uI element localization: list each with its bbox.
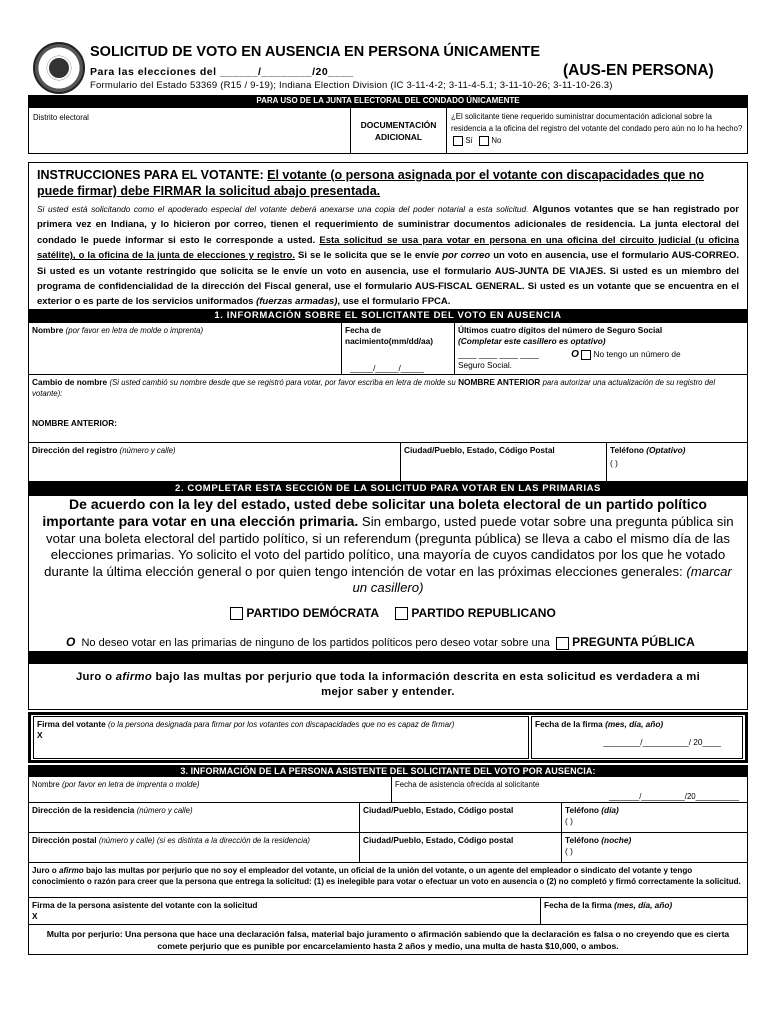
name-change-label: Cambio de nombre xyxy=(32,377,108,387)
dob-label-2: nacimiento(mm/dd/aa) xyxy=(345,336,434,346)
reg-address-label: Dirección del registro xyxy=(32,445,118,455)
assistant-signature-field[interactable] xyxy=(28,897,541,925)
no-ssn-label-1: No tengo un número de xyxy=(593,349,681,359)
public-question-label: PREGUNTA PÚBLICA xyxy=(572,635,695,649)
assistant-night-phone-hint: (noche) xyxy=(601,835,632,845)
assistant-sig-date-field[interactable] xyxy=(540,897,748,925)
assistant-night-phone-label: Teléfono xyxy=(565,835,599,845)
state-seal-logo xyxy=(33,42,85,94)
section1-bar: 1. INFORMACIÓN SOBRE EL SOLICITANTE DEL VOTO EN AUSENCIA xyxy=(28,310,748,322)
form-code: (AUS-EN PERSONA) xyxy=(563,62,714,79)
assistant-day-phone-hint: (día) xyxy=(601,805,619,815)
section2-bar: 2. COMPLETAR ESTA SECCIÓN DE LA SOLICITUD PARA VOTAR EN LAS PRIMARIAS xyxy=(28,482,748,495)
doc-question xyxy=(451,111,743,147)
democrat-label: PARTIDO DEMÓCRATA xyxy=(246,606,379,620)
dob-label-1: Fecha de xyxy=(345,325,381,335)
voter-signature-field[interactable] xyxy=(33,716,529,759)
assistant-oath-b: bajo las multas por perjurio que no soy el empleador del votante, un oficial de la unión del votante, o un agente del empleador o sindicato del votante y tengo conocimiento o razón para creer que la persona que entrega la solicitud: (1) es inelegible para votar o efectuar un voto en ausencia o (2) no completó y firmó correctamente la solicitud. xyxy=(32,866,741,886)
prev-name-label: NOMBRE ANTERIOR: xyxy=(32,418,117,428)
instructions-heading-prefix: INSTRUCCIONES PARA EL VOTANTE: xyxy=(37,168,264,182)
assistant-res-hint: (número y calle) xyxy=(136,806,193,815)
assistant-res-city-label: Ciudad/Pueblo, Estado, Código postal xyxy=(363,805,514,815)
doc-no-checkbox[interactable] xyxy=(479,136,489,146)
assistant-oath-italic: afirmo xyxy=(58,866,84,875)
instructions-box xyxy=(28,162,748,310)
form-number: Formulario del Estado 53369 (R15 / 9-19); Indiana Election Division (IC 3-11-4-2; 3-11-4-5.1; 3-11-10-26; 3-11-10-26.3) xyxy=(90,80,613,91)
oath-box xyxy=(28,663,748,710)
name-hint: (por favor en letra de molde o imprenta) xyxy=(65,326,204,335)
signature-date-label: Fecha de la firma xyxy=(535,719,603,729)
name-change-prev-bold: NOMBRE ANTERIOR xyxy=(458,377,541,387)
perjury-penalty: Multa por perjurio: Una persona que hace una declaración falsa, material bajo juramento o afirmación sabiendo que la declaración es falsa o no creyendo que es cierta comete perjurio que es punible por encarcelamiento hasta 2 años y medio, una multa de hasta $10,000, o ambos. xyxy=(28,924,748,955)
ssn-or: O xyxy=(571,349,579,360)
assistant-day-phone-label: Teléfono xyxy=(565,805,599,815)
democrat-option[interactable] xyxy=(230,606,379,620)
other-forms-note: un voto en ausencia, use el formulario AUS-CORREO. Si usted es un votante restringido que solicita se le envíe un voto en ausencia, use el formulario AUS-JUNTA DE VIAJES. Si usted es un miembro del programa de confidencialidad de la dirección del Fiscal general, use el formulario AUS-FISCAL GENERAL. Si usted es un votante que se encuentra en el exterior o es parte de los servicios uniformados xyxy=(37,250,740,308)
assist-date-label: Fecha de asistencia ofrecida al solicitante xyxy=(395,780,540,789)
applicant-name-field[interactable] xyxy=(28,322,342,375)
public-question-checkbox[interactable] xyxy=(556,637,569,650)
office-use-bar: PARA USO DE LA JUNTA ELECTORAL DEL CONDADO ÚNICAMENTE xyxy=(28,95,748,107)
assistant-day-phone-blank: ( ) xyxy=(565,816,573,826)
assistant-name-field[interactable] xyxy=(28,776,392,803)
primary-instructions xyxy=(36,496,740,596)
signature-hint: (o la persona designada para firmar por los votantes con discapacidades que no es capaz de firmar) xyxy=(108,720,455,729)
assist-date-blank: _______/__________/20__________ xyxy=(608,792,739,801)
dob-field[interactable] xyxy=(341,322,455,375)
mail-note-italic: por correo xyxy=(442,250,491,262)
reg-phone-field[interactable] xyxy=(606,442,748,482)
no-ssn-label-2: Seguro Social. xyxy=(458,360,512,370)
instructions-heading xyxy=(37,167,739,199)
primary-request-text: Sin embargo, usted puede votar sobre una pregunta pública sin votar una boleta electoral del partido político, si un referendum (pregunta pública) se lleva a cabo el mismo día de las elecciones primarias. Yo solicito el voto del partido político, una mayoría de cuyos candidatos por los que he votado durante la última elección general o por quien tengo intención de votar en las próximas elecciones generales: xyxy=(44,514,734,579)
no-ssn-checkbox[interactable] xyxy=(581,350,591,360)
republican-label: PARTIDO REPUBLICANO xyxy=(411,606,556,620)
assistant-postal-hint: (número y calle) (si es distinta a la dirección de la residencia) xyxy=(98,836,310,845)
signature-label: Firma del votante xyxy=(37,719,106,729)
oath-text-italic: afirmo xyxy=(115,671,153,683)
reg-phone-blank: ( ) xyxy=(610,458,618,468)
assistant-res-label: Dirección de la residencia xyxy=(32,805,135,815)
assistant-sig-date-label: Fecha de la firma xyxy=(544,900,612,910)
public-question-or: O xyxy=(66,635,76,649)
assistant-residence-field[interactable] xyxy=(28,802,360,833)
election-date-line[interactable]: Para las elecciones del ______/________/20____ xyxy=(90,66,354,78)
name-label: Nombre xyxy=(32,325,64,335)
mail-note-a: Si se le solicita que se le envíe xyxy=(298,250,440,262)
dob-blank: _____/_____/_____ xyxy=(350,363,424,373)
doc-label xyxy=(350,107,447,154)
assistant-postal-city-field[interactable] xyxy=(359,832,562,863)
name-change-hint-2: para autorizar una actualización de su registro del votante): xyxy=(32,378,716,398)
armed-forces-note: (fuerzas armadas) xyxy=(256,296,338,308)
ssn-field[interactable] xyxy=(454,322,748,375)
district-label: Distrito electoral xyxy=(33,113,89,122)
doc-label-line-1: DOCUMENTACIÓN xyxy=(360,120,437,130)
doc-yes-label: Sí xyxy=(465,136,473,145)
assistant-night-phone-field[interactable] xyxy=(561,832,748,863)
assistant-sig-x: X xyxy=(32,911,38,921)
assistant-name-hint: (por favor en letra de imprenta o molde) xyxy=(62,780,200,789)
in-person-use-note: Esta solicitud se usa para votar en persona en una oficina del circuito judicial (u oficina satélite), o la oficina de la junta de elecciones y registro. xyxy=(37,234,740,262)
signature-x: X xyxy=(37,730,43,740)
oath-text-b: bajo las multas por perjurio que toda la información descrita en esta solicitud es verdadera a mi mejor saber y entender. xyxy=(155,671,701,698)
assistant-night-phone-blank: ( ) xyxy=(565,846,573,856)
name-change-field[interactable] xyxy=(28,374,748,443)
democrat-checkbox[interactable] xyxy=(230,607,243,620)
mark-one-hint: (marcar un casillero) xyxy=(352,563,732,596)
assistant-sig-label: Firma de la persona asistente del votante con la solicitud xyxy=(32,900,258,910)
reg-phone-hint: (Optativo) xyxy=(646,445,686,455)
instructions-heading-underlined: El votante (o persona asignada por el votante con discapacidades que no puede firmar) debe FIRMAR la solicitud abajo presentada. xyxy=(37,168,705,198)
assistant-sig-date-hint: (mes, día, año) xyxy=(614,900,673,910)
assistant-postal-field[interactable] xyxy=(28,832,360,863)
instructions-paragraph xyxy=(37,202,739,310)
assistant-oath xyxy=(28,862,748,898)
assistant-res-city-field[interactable] xyxy=(359,802,562,833)
fpca-note: , use el formulario FPCA. xyxy=(337,296,451,308)
first-time-voter-note: Algunos votantes que se han registrado por primera vez en Indiana, y lo hicieron por correo, tienen el requerimiento de suministrar documentos adicionales de residencia. La junta electoral del condado le puede informar si esto le corresponde a usted. xyxy=(37,204,739,246)
assistant-name-label: Nombre xyxy=(32,780,60,789)
reg-phone-label: Teléfono xyxy=(610,445,644,455)
ssn-blank: ____ ____ ____ ____ xyxy=(458,349,539,359)
doc-no-label: No xyxy=(491,136,502,145)
public-question-option[interactable] xyxy=(66,635,695,650)
name-change-hint: (Si usted cambió su nombre desde que se registró para votar, por favor escriba en letra de molde su xyxy=(109,378,456,387)
primary-law-text: De acuerdo con la ley del estado, usted debe solicitar una boleta electoral de un partido político importante para votar en una elección primaria. xyxy=(42,496,707,530)
republican-checkbox[interactable] xyxy=(395,607,408,620)
republican-option[interactable] xyxy=(395,606,556,620)
doc-yes-checkbox[interactable] xyxy=(453,136,463,146)
signature-date-hint: (mes, día, año) xyxy=(605,719,664,729)
reg-city-label: Ciudad/Pueblo, Estado, Código Postal xyxy=(404,445,555,455)
registration-address-field[interactable] xyxy=(28,442,401,482)
ssn-label: Últimos cuatro dígitos del número de Seguro Social xyxy=(458,325,663,335)
poa-note: Si usted está solicitando como el apoderado especial del votante deberá anexarse una copia del poder notarial a esta solicitud. xyxy=(37,204,529,214)
signature-date-blank: ________/__________/ 20____ xyxy=(603,737,721,747)
assistant-oath-a: Juro o xyxy=(32,866,57,875)
ssn-hint: (Completar este casillero es optativo) xyxy=(458,336,606,346)
oath-text-a: Juro o xyxy=(75,671,113,683)
assistant-postal-city-label: Ciudad/Pueblo, Estado, Código postal xyxy=(363,835,514,845)
assistant-postal-label: Dirección postal xyxy=(32,835,97,845)
assistant-day-phone-field[interactable] xyxy=(561,802,748,833)
reg-address-hint: (número y calle) xyxy=(119,446,176,455)
section3-bar: 3. INFORMACIÓN DE LA PERSONA ASISTENTE DEL SOLICITANTE DEL VOTO POR AUSENCIA: xyxy=(28,765,748,777)
assist-date-field[interactable] xyxy=(391,776,748,803)
doc-question-text: ¿El solicitante tiene requerido suministrar documentación adicional sobre la residencia a la oficina del registro del votante del condado pero aún no lo ha hecho? xyxy=(451,112,743,133)
public-question-text: No deseo votar en las primarias de ninguno de los partidos políticos pero deseo votar sobre una xyxy=(81,637,550,649)
signature-date-field[interactable] xyxy=(531,716,743,759)
reg-city-field[interactable] xyxy=(400,442,607,482)
form-title: SOLICITUD DE VOTO EN AUSENCIA EN PERSONA ÚNICAMENTE xyxy=(90,44,541,60)
doc-label-line-2: ADICIONAL xyxy=(374,132,423,142)
